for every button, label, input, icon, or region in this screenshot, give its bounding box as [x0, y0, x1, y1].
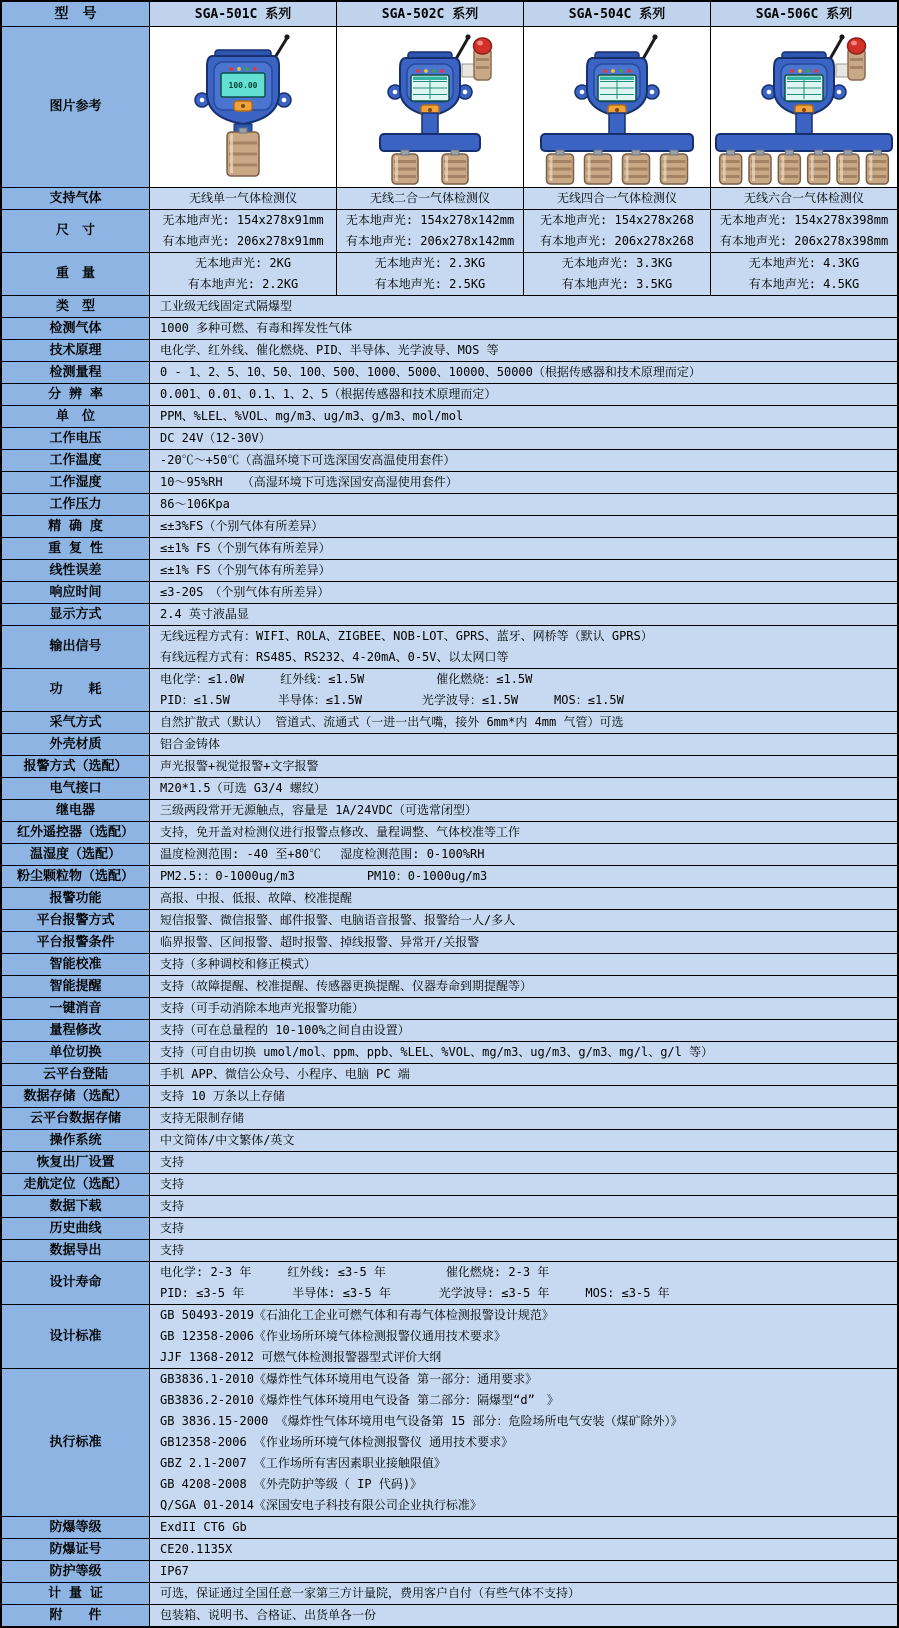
spec-value-line: ≤±1% FS（个别气体有所差异）	[160, 541, 331, 555]
table-row	[2, 560, 897, 582]
product-image-cell	[524, 27, 711, 187]
row-label: 执行标准	[2, 1369, 150, 1516]
spec-value-cell	[150, 582, 897, 603]
spec-value-line: 三级两段常开无源触点，容量是 1A/24VDC（可选常闭型）	[160, 803, 478, 817]
table-row	[2, 384, 897, 406]
spec-value-line: ≤±1% FS（个别气体有所差异）	[160, 563, 331, 577]
row-label: 显示方式	[2, 604, 150, 625]
table-row	[2, 406, 897, 428]
table-row	[2, 362, 897, 384]
spec-value-line: 手机 APP、微信公众号、小程序、电脑 PC 端	[160, 1067, 410, 1081]
spec-value-line: 高报、中报、低报、故障、校准提醒	[160, 891, 353, 905]
spec-value-line: 无本地声光: 154x278x91mm	[162, 213, 324, 227]
row-label: 输出信号	[2, 626, 150, 668]
spec-value-line: 1000 多种可燃、有毒和挥发性气体	[160, 321, 353, 335]
row-label: 一键消音	[2, 998, 150, 1019]
row-label: 云平台数据存储	[2, 1108, 150, 1129]
spec-value-line: 无本地声光: 3.3KG	[561, 256, 673, 270]
table-row	[2, 1539, 897, 1561]
model-header-cell: SGA-506C 系列	[711, 2, 897, 26]
row-label: 历史曲线	[2, 1218, 150, 1239]
spec-value-cell	[150, 1086, 897, 1107]
model-value-cell	[337, 253, 524, 295]
table-row	[2, 1152, 897, 1174]
spec-value-line: 支持	[160, 1243, 185, 1257]
spec-value-line: 0 - 1、2、5、10、50、100、500、1000、5000、10000、50000（根据传感器和技术原理而定）	[160, 365, 701, 379]
spec-value-line: 无本地声光: 154x278x142mm	[345, 213, 515, 227]
spec-value-cell	[150, 1240, 897, 1261]
table-row	[2, 1196, 897, 1218]
spec-value-cell	[150, 800, 897, 821]
table-row	[2, 734, 897, 756]
row-label: 粉尘颗粒物（选配）	[2, 866, 150, 887]
spec-value-line: GBZ 2.1-2007 《工作场所有害因素职业接触限值》	[160, 1456, 446, 1470]
spec-value-line: 86～106Kpa	[160, 497, 230, 511]
row-label: 采气方式	[2, 712, 150, 733]
spec-value-line: ≤±3%FS（个别气体有所差异）	[160, 519, 324, 533]
table-row	[2, 494, 897, 516]
product-image-cell	[711, 27, 897, 187]
table-row	[2, 1020, 897, 1042]
row-label: 尺 寸	[2, 210, 150, 252]
row-label: 线性误差	[2, 560, 150, 581]
row-label: 恢复出厂设置	[2, 1152, 150, 1173]
table-row	[2, 1517, 897, 1539]
spec-value-cell	[150, 318, 897, 339]
product-image-cell	[150, 27, 337, 187]
table-row	[2, 1262, 897, 1305]
row-label: 精 确 度	[2, 516, 150, 537]
spec-value-cell	[150, 1305, 897, 1368]
table-row	[2, 1583, 897, 1605]
model-value-cell	[524, 210, 711, 252]
spec-value-cell	[150, 1605, 897, 1626]
spec-value-cell	[150, 1369, 897, 1516]
table-row	[2, 1108, 897, 1130]
spec-value-line: 声光报警+视觉报警+文字报警	[160, 759, 319, 773]
product-image-cell	[337, 27, 524, 187]
product-image-sga-501c	[153, 28, 333, 186]
spec-value-cell	[150, 1517, 897, 1538]
table-row	[2, 1369, 897, 1517]
spec-value-line: JJF 1368-2012 可燃气体检测报警器型式评价大纲	[160, 1350, 442, 1364]
spec-value-line: 无本地声光: 2.3KG	[374, 256, 486, 270]
table-row	[2, 626, 897, 669]
spec-value-line: ≤3-20S （个别气体有所差异）	[160, 585, 330, 599]
row-label: 类 型	[2, 296, 150, 317]
table-row	[2, 932, 897, 954]
table-row	[2, 954, 897, 976]
table-row	[2, 318, 897, 340]
spec-value-line: 有本地声光: 206x278x91mm	[162, 234, 324, 248]
table-row	[2, 1305, 897, 1369]
spec-value-line: 有本地声光: 206x278x142mm	[345, 234, 515, 248]
table-row	[2, 210, 897, 253]
model-value-cell: 无线单一气体检测仪	[150, 188, 337, 209]
spec-value-line: 有本地声光: 206x278x268	[540, 234, 694, 248]
spec-value-line: 无本地声光: 154x278x268	[540, 213, 694, 227]
table-row	[2, 2, 897, 27]
spec-value-line: 有本地声光: 2.2KG	[187, 277, 299, 291]
row-label: 温湿度（选配）	[2, 844, 150, 865]
spec-value-line: 支持，免开盖对检测仪进行报警点修改、量程调整、气体校准等工作	[160, 825, 521, 839]
spec-value-line: GB 3836.15-2000 《爆炸性气体环境用电气设备第 15 部分：危险场所电气安装（煤矿除外）》	[160, 1414, 683, 1428]
spec-value-line: ExdII CT6 Gb	[160, 1520, 247, 1534]
spec-value-cell	[150, 888, 897, 909]
row-label: 工作湿度	[2, 472, 150, 493]
table-row	[2, 800, 897, 822]
spec-value-cell	[150, 734, 897, 755]
table-row	[2, 296, 897, 318]
model-value-cell	[711, 253, 897, 295]
table-row	[2, 428, 897, 450]
spec-value-cell	[150, 362, 897, 383]
spec-value-line: 0.001、0.01、0.1、1、2、5（根据传感器和技术原理而定）	[160, 387, 497, 401]
spec-value-cell	[150, 472, 897, 493]
row-label: 工作压力	[2, 494, 150, 515]
spec-value-cell	[150, 669, 897, 711]
model-header-cell: SGA-501C 系列	[150, 2, 337, 26]
row-label: 设计标准	[2, 1305, 150, 1368]
spec-value-cell	[150, 1218, 897, 1239]
table-row	[2, 1130, 897, 1152]
model-value-cell	[337, 210, 524, 252]
spec-value-line: 有线远程方式有：RS485、RS232、4-20mA、0-5V、以太网口等	[160, 650, 509, 664]
table-row	[2, 976, 897, 998]
row-label: 数据下载	[2, 1196, 150, 1217]
table-row	[2, 253, 897, 296]
row-label: 电气接口	[2, 778, 150, 799]
table-row	[2, 472, 897, 494]
spec-value-cell	[150, 844, 897, 865]
model-value-cell: 无线二合一气体检测仪	[337, 188, 524, 209]
spec-value-line: 电化学：≤1.0W 红外线：≤1.5W 催化燃烧：≤1.5W	[160, 672, 533, 686]
spec-value-line: 铝合金铸体	[160, 737, 221, 751]
spec-value-cell	[150, 756, 897, 777]
spec-value-cell	[150, 778, 897, 799]
table-row	[2, 27, 897, 188]
spec-value-cell	[150, 954, 897, 975]
row-label: 技术原理	[2, 340, 150, 361]
row-label: 计 量 证	[2, 1583, 150, 1604]
model-value-cell	[524, 253, 711, 295]
row-label: 防护等级	[2, 1561, 150, 1582]
spec-value-cell	[150, 626, 897, 668]
spec-value-line: -20℃～+50℃（高温环境下可选深国安高温使用套件）	[160, 453, 456, 467]
row-label: 工作电压	[2, 428, 150, 449]
spec-value-cell	[150, 494, 897, 515]
row-label: 继电器	[2, 800, 150, 821]
spec-value-cell	[150, 1583, 897, 1604]
spec-value-line: GB 50493-2019《石油化工企业可燃气体和有毒气体检测报警设计规范》	[160, 1308, 554, 1322]
table-row	[2, 910, 897, 932]
row-label: 智能校准	[2, 954, 150, 975]
row-label: 检测气体	[2, 318, 150, 339]
spec-value-cell	[150, 1020, 897, 1041]
row-label: 支持气体	[2, 188, 150, 209]
table-row	[2, 888, 897, 910]
table-row	[2, 1064, 897, 1086]
spec-value-line: 中文简体/中文繁体/英文	[160, 1133, 295, 1147]
spec-value-cell	[150, 866, 897, 887]
spec-value-cell	[150, 1539, 897, 1560]
spec-value-line: 支持 10 万条以上存储	[160, 1089, 285, 1103]
row-label: 红外遥控器（选配）	[2, 822, 150, 843]
spec-value-line: GB 12358-2006《作业场所环境气体检测报警仪通用技术要求》	[160, 1329, 506, 1343]
table-row	[2, 1240, 897, 1262]
spec-value-line: 无本地声光: 4.3KG	[748, 256, 860, 270]
spec-value-line: GB12358-2006 《作业场所环境气体检测报警仪 通用技术要求》	[160, 1435, 514, 1449]
model-header-cell: SGA-502C 系列	[337, 2, 524, 26]
row-label: 平台报警方式	[2, 910, 150, 931]
row-label: 量程修改	[2, 1020, 150, 1041]
spec-value-line: 电化学、红外线、催化燃烧、PID、半导体、光学波导、MOS 等	[160, 343, 499, 357]
table-row	[2, 516, 897, 538]
spec-value-line: M20*1.5（可选 G3/4 螺纹）	[160, 781, 326, 795]
spec-value-line: 支持（故障提醒、校准提醒、传感器更换提醒、仪器寿命到期提醒等）	[160, 979, 533, 993]
spec-value-line: 无本地声光: 2KG	[194, 256, 292, 270]
spec-value-line: PID：≤1.5W 半导体：≤1.5W 光学波导：≤1.5W MOS：≤1.5W	[160, 693, 624, 707]
spec-value-line: 有本地声光: 4.5KG	[748, 277, 860, 291]
table-row	[2, 188, 897, 210]
model-value-cell: 无线四合一气体检测仪	[524, 188, 711, 209]
table-row	[2, 998, 897, 1020]
spec-value-cell	[150, 712, 897, 733]
spec-value-cell	[150, 560, 897, 581]
spec-value-line: 包装箱、说明书、合格证、出货单各一份	[160, 1608, 377, 1622]
row-label: 分 辨 率	[2, 384, 150, 405]
row-label: 智能提醒	[2, 976, 150, 997]
spec-value-cell	[150, 932, 897, 953]
spec-value-line: PID: ≤3-5 年 半导体: ≤3-5 年 光学波导: ≤3-5 年 MOS: ≤3-5 年	[160, 1286, 670, 1300]
spec-value-line: 支持（多种调校和修正模式）	[160, 957, 317, 971]
spec-value-cell	[150, 1174, 897, 1195]
spec-value-line: 支持	[160, 1155, 185, 1169]
row-label: 响应时间	[2, 582, 150, 603]
spec-value-cell	[150, 1196, 897, 1217]
product-image-sga-504c	[527, 28, 707, 186]
spec-value-cell	[150, 1042, 897, 1063]
spec-value-cell	[150, 1262, 897, 1304]
spec-value-cell	[150, 340, 897, 361]
row-label: 重 量	[2, 253, 150, 295]
table-row	[2, 1174, 897, 1196]
row-label: 重 复 性	[2, 538, 150, 559]
table-row	[2, 582, 897, 604]
spec-value-line: GB 4208-2008 《外壳防护等级（ IP 代码)》	[160, 1477, 423, 1491]
table-row	[2, 538, 897, 560]
table-row	[2, 844, 897, 866]
spec-value-line: 支持	[160, 1177, 185, 1191]
spec-value-line: 短信报警、微信报警、邮件报警、电脑语音报警、报警给一人/多人	[160, 913, 516, 927]
row-label: 操作系统	[2, 1130, 150, 1151]
model-value-cell	[711, 210, 897, 252]
spec-value-line: Q/SGA 01-2014《深国安电子科技有限公司企业执行标准》	[160, 1498, 482, 1512]
spec-value-line: 支持（可自由切换 umol/mol、ppm、ppb、%LEL、%VOL、mg/m3、ug/m3、g/m3、mg/l、g/l 等）	[160, 1045, 714, 1059]
spec-value-cell	[150, 406, 897, 427]
spec-value-line: IP67	[160, 1564, 189, 1578]
row-label: 防爆等级	[2, 1517, 150, 1538]
table-row	[2, 1561, 897, 1583]
table-row	[2, 1218, 897, 1240]
row-label: 云平台登陆	[2, 1064, 150, 1085]
row-label: 外壳材质	[2, 734, 150, 755]
spec-value-line: GB3836.1-2010《爆炸性气体环境用电气设备 第一部分：通用要求》	[160, 1372, 538, 1386]
table-row	[2, 866, 897, 888]
spec-value-cell	[150, 384, 897, 405]
spec-value-cell	[150, 516, 897, 537]
spec-value-cell	[150, 910, 897, 931]
model-value-cell: 无线六合一气体检测仪	[711, 188, 897, 209]
row-label: 报警功能	[2, 888, 150, 909]
spec-value-line: GB3836.2-2010《爆炸性气体环境用电气设备 第二部分：隔爆型“d” 》	[160, 1393, 559, 1407]
spec-value-line: 有本地声光: 206x278x398mm	[719, 234, 889, 248]
spec-value-line: 工业级无线固定式隔爆型	[160, 299, 293, 313]
spec-value-cell	[150, 1064, 897, 1085]
spec-value-line: 无线远程方式有：WIFI、ROLA、ZIGBEE、NOB-LOT、GPRS、蓝牙、网桥等（默认 GPRS）	[160, 629, 653, 643]
spec-value-line: 有本地声光: 2.5KG	[374, 277, 486, 291]
row-label: 设计寿命	[2, 1262, 150, 1304]
table-row	[2, 778, 897, 800]
spec-value-line: 支持	[160, 1221, 185, 1235]
table-row	[2, 604, 897, 626]
spec-value-cell	[150, 998, 897, 1019]
spec-value-line: DC 24V（12-30V）	[160, 431, 271, 445]
product-image-sga-502c	[340, 28, 520, 186]
spec-value-line: 无本地声光: 154x278x398mm	[719, 213, 889, 227]
table-row	[2, 450, 897, 472]
row-label: 型 号	[2, 2, 150, 26]
table-row	[2, 1605, 897, 1626]
svg-text:100.00: 100.00	[228, 81, 258, 90]
model-value-cell	[150, 253, 337, 295]
spec-value-line: 支持无限制存储	[160, 1111, 245, 1125]
spec-value-line: 支持（可手动消除本地声光报警功能）	[160, 1001, 365, 1015]
spec-value-line: 支持（可在总量程的 10-100%之间自由设置）	[160, 1023, 410, 1037]
row-label: 检测量程	[2, 362, 150, 383]
spec-value-line: 2.4 英寸液晶显	[160, 607, 249, 621]
table-row	[2, 822, 897, 844]
row-label: 工作温度	[2, 450, 150, 471]
spec-value-cell	[150, 1561, 897, 1582]
row-label: 功 耗	[2, 669, 150, 711]
spec-value-line: 10～95%RH （高湿环境下可选深国安高湿使用套件）	[160, 475, 458, 489]
table-row	[2, 1042, 897, 1064]
spec-value-cell	[150, 1130, 897, 1151]
spec-value-line: PM2.5:：0-1000ug/m3 PM10：0-1000ug/m3	[160, 869, 488, 883]
spec-value-line: CE20.1135X	[160, 1542, 233, 1556]
row-label: 图片参考	[2, 27, 150, 187]
table-row	[2, 340, 897, 362]
spec-value-cell	[150, 604, 897, 625]
row-label: 走航定位（选配）	[2, 1174, 150, 1195]
spec-value-cell	[150, 1152, 897, 1173]
row-label: 数据存储（选配）	[2, 1086, 150, 1107]
spec-value-cell	[150, 296, 897, 317]
row-label: 平台报警条件	[2, 932, 150, 953]
spec-value-line: 电化学: 2-3 年 红外线: ≤3-5 年 催化燃烧: 2-3 年	[160, 1265, 550, 1279]
table-row	[2, 756, 897, 778]
spec-value-cell	[150, 428, 897, 449]
table-row	[2, 1086, 897, 1108]
spec-value-cell	[150, 538, 897, 559]
spec-value-line: 温度检测范围: -40 至+80℃ 湿度检测范围: 0-100%RH	[160, 847, 485, 861]
spec-value-line: 临界报警、区间报警、超时报警、掉线报警、异常开/关报警	[160, 935, 480, 949]
row-label: 报警方式（选配）	[2, 756, 150, 777]
row-label: 单 位	[2, 406, 150, 427]
table-row	[2, 712, 897, 734]
row-label: 附 件	[2, 1605, 150, 1626]
product-image-sga-506c	[714, 28, 894, 186]
spec-value-line: 可选，保证通过全国任意一家第三方计量院，费用客户自付（有些气体不支持）	[160, 1586, 581, 1600]
row-label: 防爆证号	[2, 1539, 150, 1560]
row-label: 数据导出	[2, 1240, 150, 1261]
spec-value-cell	[150, 1108, 897, 1129]
spec-value-line: 有本地声光: 3.5KG	[561, 277, 673, 291]
model-header-cell: SGA-504C 系列	[524, 2, 711, 26]
spec-value-cell	[150, 822, 897, 843]
spec-value-line: 支持	[160, 1199, 185, 1213]
spec-value-cell	[150, 976, 897, 997]
spec-value-cell	[150, 450, 897, 471]
model-value-cell	[150, 210, 337, 252]
spec-value-line: 自然扩散式（默认） 管道式、流通式（一进一出气嘴，接外 6mm*内 4mm 气管）可选	[160, 715, 624, 729]
spec-value-line: PPM、%LEL、%VOL、mg/m3、ug/m3、g/m3、mol/mol	[160, 409, 464, 423]
row-label: 单位切换	[2, 1042, 150, 1063]
table-row	[2, 669, 897, 712]
